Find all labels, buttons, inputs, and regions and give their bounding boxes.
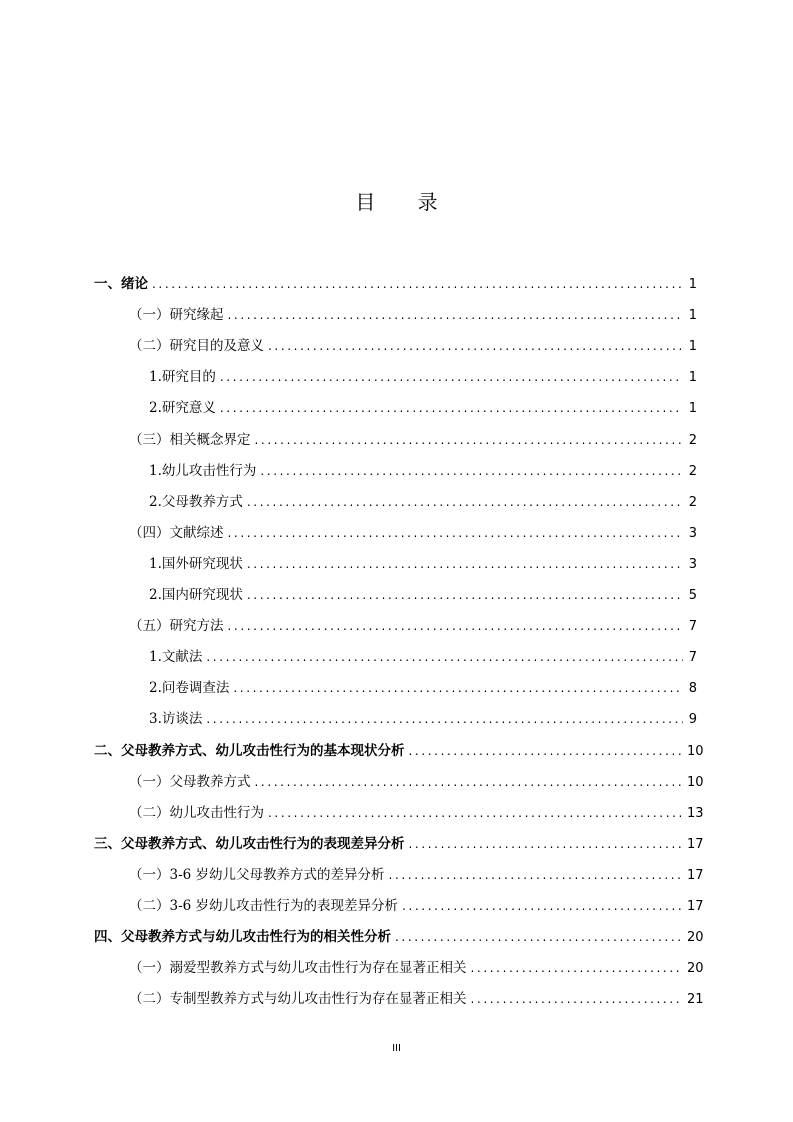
toc-dot-leader [268, 802, 683, 824]
toc-entry[interactable] [129, 802, 704, 824]
toc-dot-leader [228, 522, 684, 544]
toc-entry-page: 9 [688, 712, 697, 728]
toc-dot-leader [228, 615, 684, 637]
toc-dot-leader [268, 335, 683, 357]
toc-entry-number: （二） [129, 898, 170, 914]
toc-entry[interactable] [149, 708, 697, 730]
toc-entry-label: 父母教养方式 [161, 493, 243, 510]
toc-entry-number: （一） [129, 307, 170, 324]
toc-entry[interactable] [129, 895, 704, 917]
toc-entry-label: 3-6 岁幼儿父母教养方式的差异分析 [169, 866, 385, 883]
toc-entry[interactable] [94, 833, 704, 855]
toc-entry[interactable] [149, 491, 697, 513]
toc-entry-page: 3 [688, 525, 697, 541]
toc-entry[interactable] [94, 926, 704, 948]
toc-entry-page: 10 [687, 743, 704, 759]
toc-entry-number: （三） [129, 431, 170, 448]
toc-title: 目 录 [355, 190, 456, 214]
toc-entry[interactable] [149, 366, 697, 388]
toc-entry-number: 1. [149, 369, 162, 386]
toc-dot-leader [255, 771, 684, 793]
toc-entry[interactable] [149, 460, 697, 482]
toc-entry-label: 幼儿攻击性行为 [161, 462, 257, 479]
toc-entry-label: 研究目的 [161, 369, 216, 386]
toc-entry-label: 研究缘起 [169, 307, 224, 324]
toc-entry-page: 1 [688, 339, 697, 355]
toc-entry-label: 父母教养方式、幼儿攻击性行为的基本现状分析 [121, 742, 405, 759]
toc-entry-number: 1. [149, 555, 162, 572]
toc-dot-leader [247, 491, 683, 513]
toc-entry-number: 1. [149, 462, 162, 479]
toc-entry-number: （一） [129, 960, 170, 977]
toc-entry-label: 父母教养方式 [169, 773, 251, 790]
toc-entry[interactable] [129, 771, 704, 793]
toc-entry-number: 二、 [94, 742, 121, 759]
toc-entry[interactable] [149, 677, 697, 699]
toc-entry-page: 1 [688, 308, 697, 324]
toc-dot-leader [233, 677, 683, 699]
toc-entry[interactable] [129, 957, 704, 979]
toc-entry-number: 三、 [94, 835, 121, 852]
toc-entry-label: 父母教养方式与幼儿攻击性行为的相关性分析 [121, 929, 391, 946]
toc-dot-leader [402, 895, 683, 917]
toc-entry-number: （二） [129, 338, 170, 355]
toc-entry[interactable] [129, 988, 704, 1010]
toc-entry-number: （一） [129, 866, 170, 883]
toc-entry-page: 21 [687, 992, 704, 1008]
toc-dot-leader [255, 429, 684, 451]
toc-entry-label: 绪论 [121, 276, 148, 292]
toc-entry-label: 访谈法 [161, 711, 203, 728]
toc-entry-page: 13 [687, 805, 704, 821]
toc-entry-label: 国内研究现状 [161, 587, 243, 603]
toc-entry-page: 17 [687, 899, 704, 914]
toc-entry-label: 研究方法 [169, 618, 224, 635]
toc-entry-number: 2. [149, 587, 162, 603]
toc-dot-leader [206, 646, 683, 668]
toc-entry[interactable] [94, 740, 704, 762]
toc-entry-number: （二） [129, 991, 170, 1008]
toc-dot-leader [471, 957, 684, 979]
toc-entry-number: 四、 [94, 929, 121, 946]
toc-entry-label: 国外研究现状 [161, 555, 243, 572]
toc-entry-page: 2 [688, 432, 697, 448]
toc-entry-page: 7 [688, 650, 697, 666]
toc-entry[interactable] [129, 522, 697, 544]
toc-entry-label: 溺爱型教养方式与幼儿攻击性行为存在显著正相关 [169, 960, 467, 977]
toc-entry-label: 专制型教养方式与幼儿攻击性行为存在显著正相关 [169, 991, 467, 1008]
toc-entry-page: 2 [688, 494, 697, 510]
toc-dot-leader [220, 397, 683, 419]
toc-entry-number: （四） [129, 524, 170, 541]
toc-dot-leader [247, 584, 683, 606]
toc-dot-leader [389, 864, 683, 886]
toc-dot-leader [220, 366, 683, 388]
toc-entry[interactable] [149, 584, 697, 606]
toc-entry-number: （五） [129, 618, 170, 635]
toc-entry-number: 一、 [94, 276, 121, 292]
page-number-footer: III [392, 1043, 401, 1054]
toc-entry-label: 文献法 [161, 649, 203, 666]
toc-entry[interactable] [129, 304, 697, 326]
toc-entry[interactable] [149, 646, 697, 668]
toc-entry-number: 3. [149, 711, 162, 728]
toc-entry-page: 20 [687, 961, 704, 977]
toc-dot-leader [409, 833, 684, 855]
toc-entry-label: 文献综述 [169, 524, 224, 541]
toc-entry-label: 父母教养方式、幼儿攻击性行为的表现差异分析 [121, 835, 405, 852]
toc-entry-number: 2. [149, 680, 162, 697]
toc-dot-leader [152, 273, 683, 295]
toc-entry-page: 17 [687, 867, 704, 883]
toc-dot-leader [247, 553, 683, 575]
toc-entry-page: 2 [688, 463, 697, 479]
toc-entry-page: 7 [688, 619, 697, 635]
toc-entry[interactable] [129, 864, 704, 886]
toc-dot-leader [409, 740, 684, 762]
toc-entry-number: （一） [129, 773, 170, 790]
toc-entry-page: 1 [688, 277, 697, 292]
toc-entry-page: 8 [688, 681, 697, 697]
toc-dot-leader [260, 460, 683, 482]
toc-entry-label: 问卷调查法 [161, 680, 230, 697]
toc-entry[interactable] [149, 397, 697, 419]
toc-entry-label: 研究目的及意义 [169, 338, 264, 355]
toc-entry-page: 5 [688, 588, 697, 603]
toc-entry-page: 10 [687, 774, 704, 790]
toc-entry-label: 幼儿攻击性行为 [169, 804, 264, 821]
toc-entry-label: 相关概念界定 [169, 431, 251, 448]
toc-entry-page: 20 [687, 930, 704, 946]
toc-dot-leader [471, 988, 684, 1010]
toc-entry[interactable] [149, 553, 697, 575]
toc-entry-page: 3 [688, 556, 697, 572]
toc-entry[interactable] [129, 615, 697, 637]
toc-entry-page: 1 [688, 401, 697, 417]
toc-entry-label: 研究意义 [161, 400, 216, 417]
toc-dot-leader [206, 708, 683, 730]
toc-entry-number: 1. [149, 649, 162, 666]
toc-dot-leader [395, 926, 683, 948]
toc-entry[interactable] [129, 335, 697, 357]
toc-entry-number: 2. [149, 493, 162, 510]
toc-entry-number: 2. [149, 400, 162, 417]
toc-entry[interactable] [94, 273, 697, 295]
toc-dot-leader [228, 304, 684, 326]
toc-entry-label: 3-6 岁幼儿攻击性行为的表现差异分析 [169, 898, 399, 914]
toc-entry-page: 1 [688, 370, 697, 386]
toc-entry[interactable] [129, 429, 697, 451]
toc-entry-page: 17 [687, 836, 704, 852]
toc-entry-number: （二） [129, 804, 170, 821]
